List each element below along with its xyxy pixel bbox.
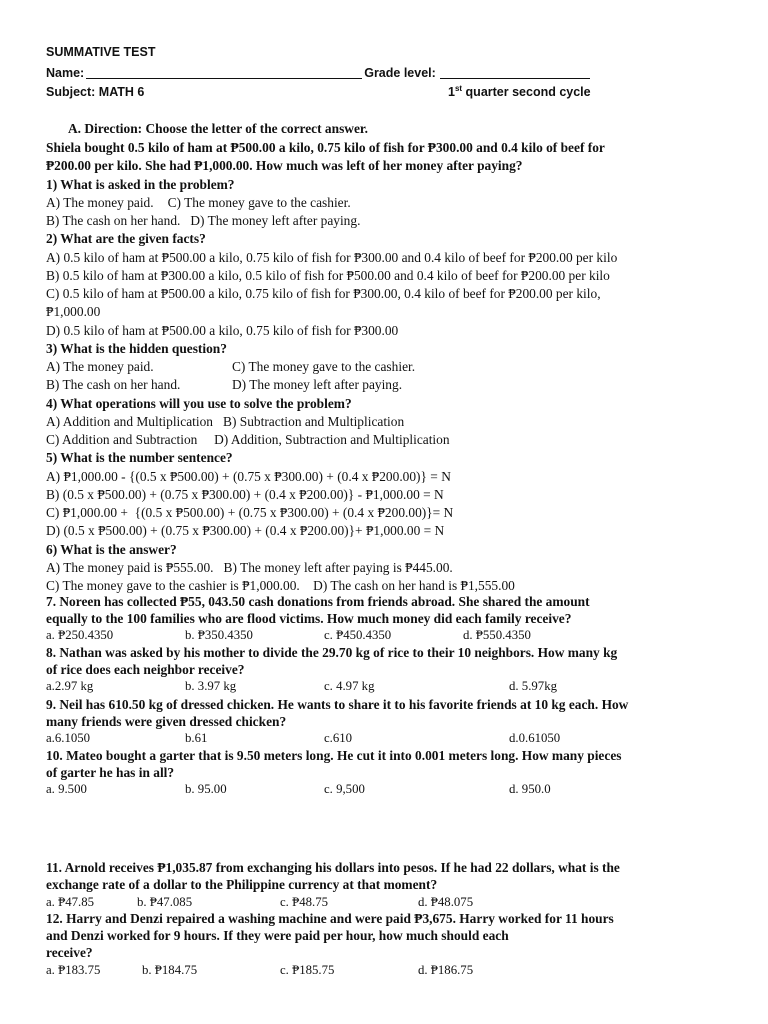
direction-heading: A. Direction: Choose the letter of the correct answer.: [68, 121, 368, 136]
question-12-line: 12. Harry and Denzi repaired a washing machine and were paid ₱3,675. Harry worked for 11 hours: [46, 910, 614, 926]
question-12-line: and Denzi worked for 9 hours. If they were paid per hour, how much should each: [46, 927, 509, 943]
q3-option-d: D) The money left after paying.: [232, 377, 403, 393]
question-1: 1) What is asked in the problem?: [46, 176, 235, 192]
q8-option-d: d. 5.97kg: [509, 679, 557, 694]
q10-option-d: d. 950.0: [509, 782, 551, 797]
q8-option-b: b. 3.97 kg: [185, 679, 237, 694]
q10-options: [46, 781, 726, 798]
q2-option-b: B) 0.5 kilo of ham at ₱300.00 a kilo, 0.5 kilo of fish for ₱500.00 and 0.4 kilo of beef for ₱200.00 per kilo: [46, 267, 610, 283]
quarter-text: quarter second cycle: [462, 85, 591, 99]
problem-line: Shiela bought 0.5 kilo of ham at ₱500.00 a kilo, 0.75 kilo of fish for ₱300.00 and 0.4 kilo of beef for: [46, 140, 605, 155]
q2-option-a: A) 0.5 kilo of ham at ₱500.00 a kilo, 0.75 kilo of fish for ₱300.00 and 0.4 kilo of beef for ₱200.00 per kilo: [46, 249, 618, 265]
q3-option-a: A) The money paid.: [46, 359, 154, 374]
q11-option-b: b. ₱47.085: [137, 894, 193, 909]
q4-options-row: A) Addition and Multiplication B) Subtraction and Multiplication: [46, 413, 405, 429]
question-7-line: equally to the 100 families who are flood victims. How much money did each family receive?: [46, 611, 572, 627]
question-5: 5) What is the number sentence?: [46, 450, 233, 466]
q9-options: [46, 730, 726, 747]
q10-option-c: c. 9,500: [324, 782, 365, 797]
q6-options-row: A) The money paid is ₱555.00. B) The money left after paying is ₱445.00.: [46, 559, 453, 575]
q1-options-row: [46, 212, 726, 230]
question-4: 4) What operations will you use to solve the problem?: [46, 395, 352, 411]
q5-option-b: B) (0.5 x ₱500.00) + (0.75 x ₱300.00) + (0.4 x ₱200.00)} - ₱1,000.00 = N: [46, 486, 444, 502]
q5-option-a: A) ₱1,000.00 - {(0.5 x ₱500.00) + (0.75 x ₱300.00) + (0.4 x ₱200.00)} = N: [46, 468, 451, 484]
q1-options-row: [46, 194, 726, 212]
q12-option-c: c. ₱185.75: [280, 962, 335, 977]
q9-option-b: b.61: [185, 730, 208, 745]
question-7-line: 7. Noreen has collected ₱55, 043.50 cash donations from friends abroad. She shared the amount: [46, 594, 590, 609]
grade-level-blank-line: [440, 65, 590, 79]
test-title: SUMMATIVE TEST: [46, 45, 156, 59]
question-3: 3) What is the hidden question?: [46, 340, 227, 356]
q1-option-b: B) The cash on her hand.: [46, 213, 181, 228]
question-11-line: 11. Arnold receives ₱1,035.87 from exchanging his dollars into pesos. If he had 22 dollars, what is the: [46, 860, 620, 875]
q9-option-a: a.6.1050: [46, 730, 91, 745]
question-2: 2) What are the given facts?: [46, 231, 206, 247]
q7-option-a: a. ₱250.4350: [46, 628, 114, 643]
q5-option-d: D) (0.5 x ₱500.00) + (0.75 x ₱300.00) + (0.4 x ₱200.00)}+ ₱1,000.00 = N: [46, 523, 445, 539]
question-8-line: 8. Nathan was asked by his mother to divide the 29.70 kg of rice to their 10 neighbors. How many kg: [46, 645, 618, 661]
quarter-ordinal: st: [454, 84, 463, 93]
question-10-line: 10. Mateo bought a garter that is 9.50 meters long. He cut it into 0.001 meters long. How many pieces: [46, 747, 622, 763]
q7-option-d: d. ₱550.4350: [463, 628, 531, 643]
name-grade-row: [46, 65, 590, 81]
quarter-label: [448, 84, 591, 100]
q2-option-c-continued: ₱1,000.00: [46, 304, 101, 320]
q8-option-a: a.2.97 kg: [46, 679, 94, 694]
q11-option-c: c. ₱48.75: [280, 894, 328, 909]
q11-option-d: d. ₱48.075: [418, 894, 474, 909]
q1-option-d: D) The money left after paying.: [190, 213, 361, 228]
q7-option-c: c. ₱450.4350: [324, 628, 392, 643]
question-9-line: many friends were given dressed chicken?: [46, 713, 287, 729]
q9-option-c: c.610: [324, 730, 353, 745]
problem-line: ₱200.00 per kilo. She had ₱1,000.00. How much was left of her money after paying?: [46, 158, 523, 174]
q4-options-row: C) Addition and Subtraction D) Addition, Subtraction and Multiplication: [46, 432, 450, 447]
question-8-line: of rice does each neighbor receive?: [46, 662, 245, 678]
q6-options-row: C) The money gave to the cashier is ₱1,000.00. D) The cash on her hand is ₱1,555.00: [46, 578, 515, 593]
q10-option-a: a. 9.500: [46, 782, 87, 797]
q8-options: [46, 678, 726, 695]
q9-option-d: d.0.61050: [509, 730, 561, 745]
q3-options-row: [46, 376, 726, 394]
q8-option-c: c. 4.97 kg: [324, 679, 375, 694]
q3-option-c: C) The money gave to the cashier.: [232, 359, 416, 374]
q3-option-b: B) The cash on her hand.: [46, 377, 181, 393]
q1-option-a: A) The money paid.: [46, 194, 154, 210]
q12-option-d: d. ₱186.75: [418, 962, 474, 977]
question-6: 6) What is the answer?: [46, 541, 177, 557]
q12-options: [46, 962, 726, 979]
q12-option-a: a. ₱183.75: [46, 962, 101, 977]
q12-option-b: b. ₱184.75: [142, 962, 198, 977]
subject-label: Subject: MATH 6: [46, 85, 145, 99]
question-11-line: exchange rate of a dollar to the Philippine currency at that moment?: [46, 876, 438, 892]
question-12-line: receive?: [46, 944, 93, 960]
q5-option-c: C) ₱1,000.00 + {(0.5 x ₱500.00) + (0.75 x ₱300.00) + (0.4 x ₱200.00)}= N: [46, 505, 454, 520]
q2-option-d: D) 0.5 kilo of ham at ₱500.00 a kilo, 0.75 kilo of fish for ₱300.00: [46, 322, 399, 338]
questions-11-to-12: [46, 860, 726, 979]
name-label: Name:: [46, 66, 85, 80]
q10-option-b: b. 95.00: [185, 782, 227, 797]
questions-7-to-10: [46, 593, 726, 798]
quarter-number: 1: [448, 85, 455, 99]
q11-options: [46, 894, 726, 911]
q7-option-b: b. ₱350.4350: [185, 628, 253, 643]
problem-section: [46, 139, 726, 595]
question-10-line: of garter he has in all?: [46, 764, 175, 780]
q2-option-c: C) 0.5 kilo of ham at ₱500.00 a kilo, 0.75 kilo of fish for ₱300.00, 0.4 kilo of beef for ₱200.00 per kilo,: [46, 286, 601, 301]
q7-options: [46, 627, 726, 644]
q11-option-a: a. ₱47.85: [46, 894, 94, 909]
q3-options-row: [46, 358, 726, 376]
question-9-line: 9. Neil has 610.50 kg of dressed chicken. He wants to share it to his favorite friends at 10 kg each. How: [46, 696, 629, 712]
grade-level-label: Grade level:: [364, 66, 436, 80]
name-blank-line: [86, 65, 362, 79]
q1-option-c: C) The money gave to the cashier.: [167, 194, 351, 210]
